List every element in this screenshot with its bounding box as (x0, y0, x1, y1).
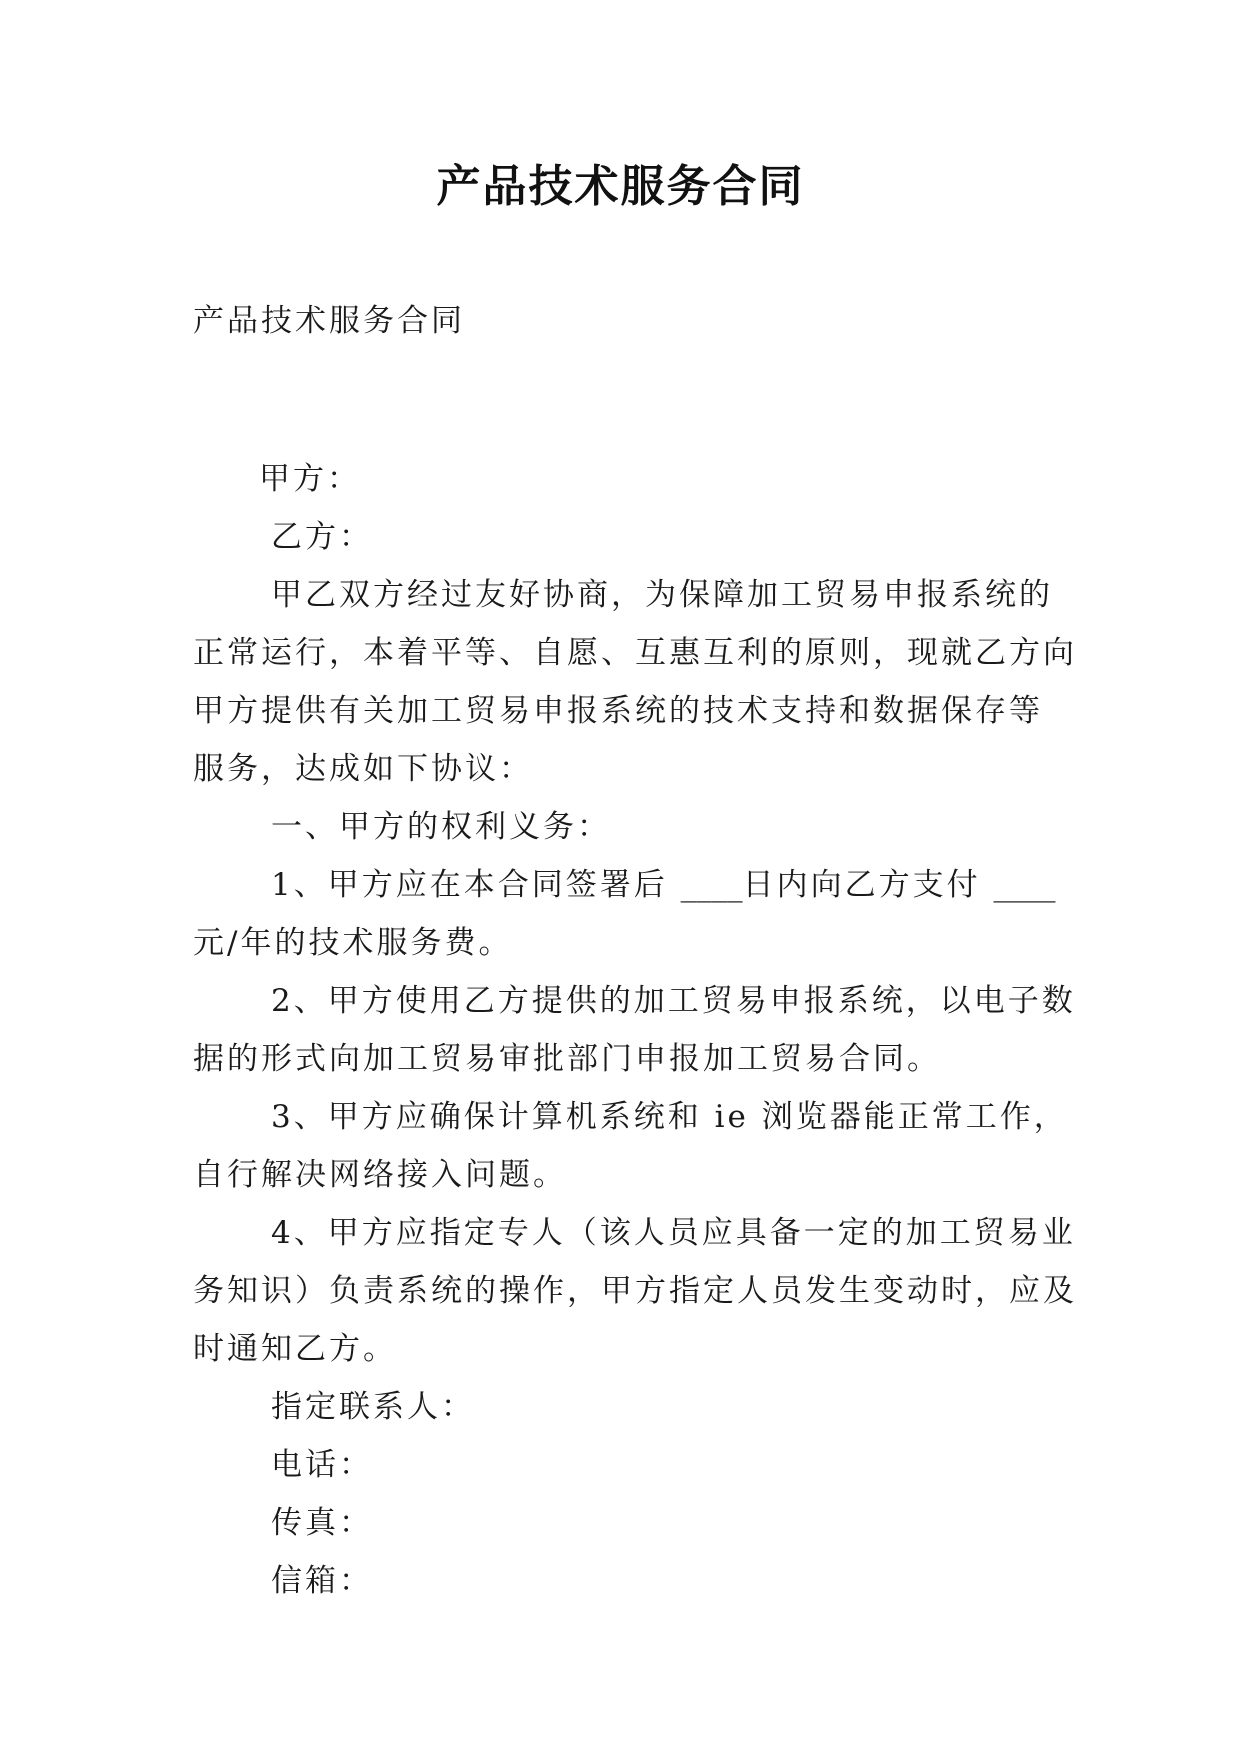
clause-4-line-1: 4、甲方应指定专人（该人员应具备一定的加工贸易业 (271, 1215, 1076, 1251)
email-label: 信箱： (271, 1563, 373, 1599)
party-a-label: 甲方： (259, 461, 361, 497)
clause-2-line-2: 据的形式向加工贸易审批部门申报加工贸易合同。 (193, 1041, 941, 1077)
phone-label: 电话： (271, 1447, 373, 1483)
document-title: 产品技术服务合同 (436, 161, 805, 212)
preamble-line-3: 甲方提供有关加工贸易申报系统的技术支持和数据保存等 (193, 693, 1043, 729)
fax-label: 传真： (271, 1505, 373, 1541)
clause-1-text-b: 日内向乙方支付 (742, 867, 981, 903)
party-b-label: 乙方： (271, 519, 373, 555)
clause-3-line-2: 自行解决网络接入问题。 (193, 1157, 567, 1193)
clause-4-line-2: 务知识）负责系统的操作，甲方指定人员发生变动时，应及 (193, 1273, 1077, 1309)
clause-1-text-a: 1、甲方应在本合同签署后 (271, 867, 668, 903)
clause-1-line-1 (193, 856, 1056, 914)
contact-person-label: 指定联系人： (271, 1389, 475, 1425)
spacer (193, 350, 1053, 450)
document-subtitle: 产品技术服务合同 (193, 303, 465, 339)
clause-1-line-2: 元/年的技术服务费。 (193, 925, 513, 961)
preamble-line-4: 服务，达成如下协议： (193, 751, 533, 787)
clause-1-blank-amount: ____ (993, 867, 1056, 903)
preamble-line-1: 甲乙双方经过友好协商，为保障加工贸易申报系统的 (271, 577, 1053, 613)
clause-1-blank-days: ____ (680, 867, 743, 903)
document-body (193, 292, 1077, 1610)
section-1-heading: 一、甲方的权利义务： (271, 809, 611, 845)
clause-4-line-3: 时通知乙方。 (193, 1331, 397, 1367)
clause-3-line-1: 3、甲方应确保计算机系统和 ie 浏览器能正常工作， (271, 1099, 1068, 1135)
clause-2-line-1: 2、甲方使用乙方提供的加工贸易申报系统，以电子数 (271, 983, 1076, 1019)
preamble-line-2: 正常运行，本着平等、自愿、互惠互利的原则，现就乙方向 (193, 635, 1077, 671)
